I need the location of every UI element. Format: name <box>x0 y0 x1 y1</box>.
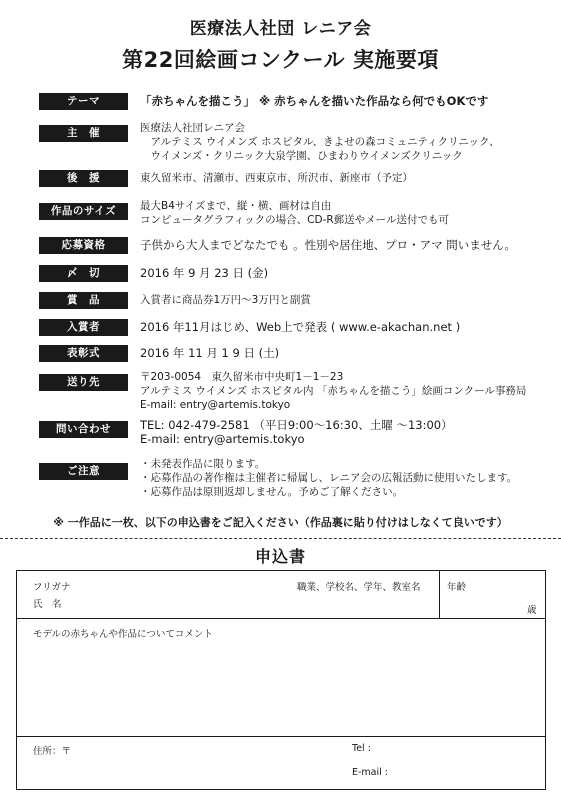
list-item: ・ 応募作品は原則返却しません。予めご了解ください。 <box>140 485 550 499</box>
size-text <box>140 199 550 227</box>
comment-label: モデルの赤ちゃんや作品についてコメント <box>33 629 213 640</box>
support-text: 東久留米市、清瀬市、西東京市、所沢市、新座市（予定） <box>140 172 413 184</box>
address-line: 〒203-0054 東久留米市中央町1－1－23 <box>140 371 344 383</box>
age-unit: 歳 <box>527 605 537 616</box>
label-address: 送り先 <box>39 374 128 391</box>
page-title: 第22回絵画コンクール 実施要項 <box>122 48 439 72</box>
size-line: コンピュータグラフィックの場合、CD-R郵送やメール送付でも可 <box>140 214 449 226</box>
label-prize: 賞 品 <box>39 292 128 309</box>
inquiry-line: TEL: 042-479-2581 （平日9:00～16:30、土曜 ～13:00） <box>140 418 453 432</box>
address-text <box>140 370 550 412</box>
theme-text: 「赤ちゃんを描こう」 ※ 赤ちゃんを描いた作品なら何でもOKです <box>140 94 489 108</box>
deadline-text: 2016 年 9 月 23 日 (金) <box>140 266 269 280</box>
label-theme: テーマ <box>39 93 128 110</box>
label-notice: ご注意 <box>39 463 128 480</box>
organization-name: 医療法人社団 レニア会 <box>189 19 372 39</box>
divider <box>17 736 545 737</box>
address-line: E-mail: entry@artemis.tokyo <box>140 399 291 411</box>
cut-line <box>0 538 561 539</box>
divider <box>439 571 440 618</box>
instruction-note: ※ 一作品に一枚、以下の申込書をご記入ください（作品裏に貼り付けはしなくて良いです） <box>53 516 508 529</box>
tel-field-label: Tel : <box>352 743 371 754</box>
organizer-text <box>140 121 550 163</box>
label-deadline: 〆 切 <box>39 265 128 282</box>
organizer-line: 医療法人社団レニア会 <box>140 122 245 134</box>
inquiry-text <box>140 418 550 446</box>
eligibility-text: 子供から大人までどなたでも 。性別や居住地、プロ・アマ 問いません。 <box>140 238 516 252</box>
inquiry-line: E-mail: entry@artemis.tokyo <box>140 432 305 446</box>
name-label: 氏 名 <box>33 599 62 610</box>
prize-text: 入賞者に商品券1万円～3万円と副賞 <box>140 294 311 306</box>
organizer-line: ウイメンズ・クリニック大泉学園、ひまわりウイメンズクリニック <box>140 150 463 162</box>
label-inquiry: 問い合わせ <box>39 421 128 438</box>
application-form <box>16 570 546 790</box>
email-field-label: E-mail : <box>352 767 389 778</box>
divider <box>17 618 545 619</box>
address-field-label: 住所：〒 <box>33 746 72 757</box>
label-support: 後 援 <box>39 170 128 187</box>
furigana-label: フリガナ <box>33 582 71 593</box>
label-ceremony: 表彰式 <box>39 345 128 362</box>
age-label: 年齢 <box>447 582 467 593</box>
form-title: 申込書 <box>254 547 306 566</box>
organizer-line: アルテミス ウイメンズ ホスピタル、きよせの森コミュニティクリニック、 <box>140 136 500 148</box>
label-winners: 入賞者 <box>39 319 128 336</box>
occupation-label: 職業、学校名、学年、教室名 <box>297 582 421 593</box>
label-organizer: 主 催 <box>39 125 128 142</box>
list-item: ・ 応募作品の著作権は主催者に帰属し、レニア会の広報活動に使用いたします。 <box>140 471 550 485</box>
size-line: 最大B4サイズまで、縦・横、画材は自由 <box>140 200 332 212</box>
notice-list <box>140 457 550 499</box>
label-eligibility: 応募資格 <box>39 237 128 254</box>
label-size: 作品のサイズ <box>39 203 128 220</box>
winners-text: 2016 年11月はじめ、Web上で発表 ( www.e-akachan.net ) <box>140 320 461 334</box>
list-item: ・ 未発表作品に限ります。 <box>140 457 550 471</box>
ceremony-text: 2016 年 11 月 1 9 日 (土) <box>140 346 280 360</box>
address-line: アルテミス ウイメンズ ホスピタル内 「赤ちゃんを描こう」絵画コンクール事務局 <box>140 385 527 397</box>
